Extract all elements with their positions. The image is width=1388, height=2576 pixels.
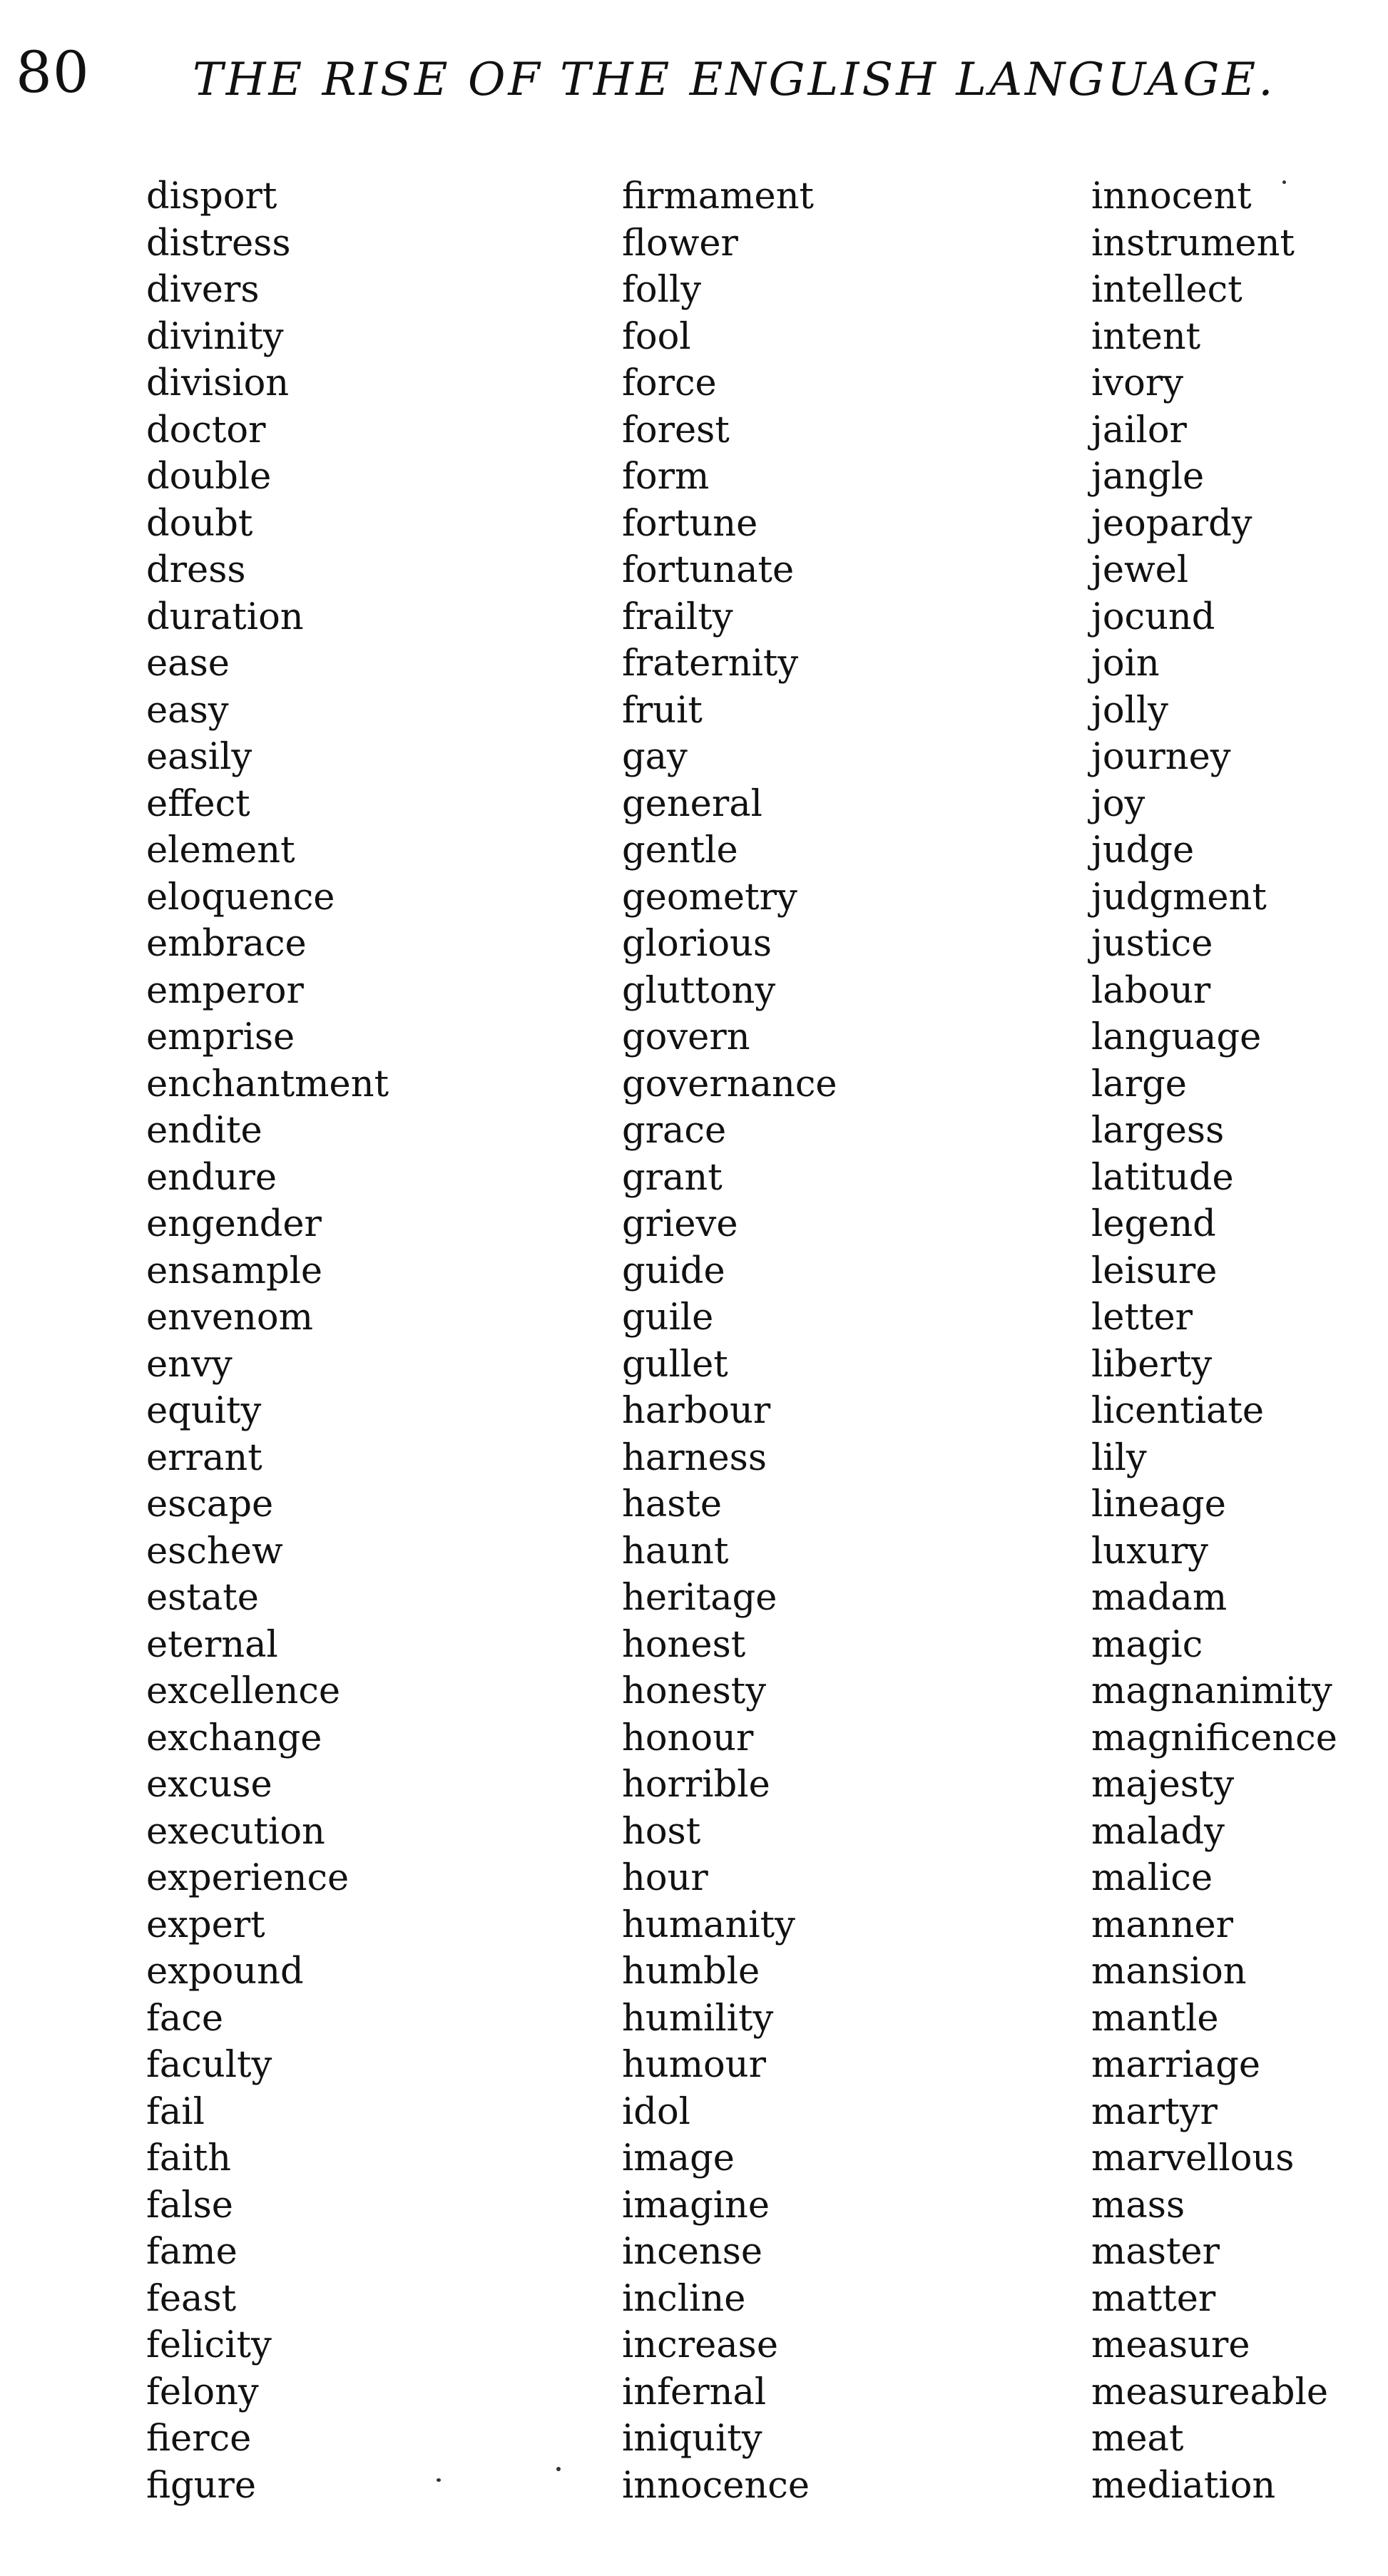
word-entry: gentle [622, 829, 738, 872]
word-entry: figure [146, 2464, 257, 2507]
word-entry: lily [1091, 1436, 1147, 1479]
word-entry: firmament [622, 175, 815, 218]
word-entry: malice [1091, 1857, 1213, 1899]
word-entry: licentiate [1091, 1390, 1265, 1432]
word-entry: haunt [622, 1530, 729, 1573]
word-entry: emperor [146, 969, 304, 1012]
word-entry: doubt [146, 502, 253, 545]
word-entry: felicity [146, 2324, 272, 2366]
word-entry: host [622, 1810, 701, 1853]
print-speck [437, 2478, 441, 2482]
word-entry: disport [146, 175, 277, 218]
word-entry: faculty [146, 2044, 272, 2086]
word-entry: hour [622, 1857, 708, 1899]
word-entry: justice [1091, 923, 1213, 965]
word-entry: manner [1091, 1903, 1234, 1946]
word-entry: envy [146, 1343, 233, 1386]
word-entry: judge [1091, 829, 1195, 872]
word-entry: gullet [622, 1343, 728, 1386]
word-entry: haste [622, 1483, 723, 1525]
word-entry: liberty [1091, 1343, 1213, 1386]
print-speck [556, 2467, 561, 2471]
word-entry: humanity [622, 1903, 795, 1946]
word-entry: fruit [622, 689, 703, 732]
word-entry: measure [1091, 2324, 1250, 2366]
word-entry: language [1091, 1016, 1262, 1058]
word-entry: divinity [146, 315, 284, 358]
word-entry: eschew [146, 1530, 283, 1573]
word-entry: lineage [1091, 1483, 1226, 1525]
word-entry: legend [1091, 1203, 1216, 1245]
word-entry: gay [622, 736, 688, 778]
word-entry: fierce [146, 2418, 252, 2460]
word-entry: false [146, 2184, 233, 2227]
word-entry: endure [146, 1156, 277, 1199]
word-entry: mantle [1091, 1997, 1219, 2040]
word-entry: marriage [1091, 2044, 1261, 2086]
word-entry: guile [622, 1297, 714, 1339]
word-entry: incline [622, 2277, 746, 2320]
word-entry: matter [1091, 2277, 1216, 2320]
word-entry: intellect [1091, 269, 1242, 311]
word-entry: envenom [146, 1297, 313, 1339]
word-entry: image [622, 2137, 735, 2179]
word-entry: face [146, 1997, 224, 2040]
word-entry: eloquence [146, 876, 335, 919]
word-entry: grieve [622, 1203, 738, 1245]
word-entry: ease [146, 643, 230, 685]
word-entry: errant [146, 1436, 262, 1479]
word-entry: heritage [622, 1577, 777, 1619]
word-entry: innocent [1091, 175, 1252, 218]
word-entry: endite [146, 1110, 262, 1152]
word-entry: dress [146, 549, 246, 591]
word-entry: easy [146, 689, 229, 732]
word-entry: meat [1091, 2418, 1184, 2460]
word-entry: folly [622, 269, 702, 311]
word-entry: instrument [1091, 222, 1295, 265]
word-entry: fail [146, 2090, 205, 2133]
word-entry: intent [1091, 315, 1201, 358]
word-column-1 [146, 173, 389, 2509]
word-entry: letter [1091, 1297, 1193, 1339]
word-entry: estate [146, 1577, 259, 1619]
word-entry: mass [1091, 2184, 1185, 2227]
word-entry: humility [622, 1997, 774, 2040]
word-entry: imagine [622, 2184, 770, 2227]
word-entry: grace [622, 1110, 727, 1152]
word-entry: iniquity [622, 2418, 762, 2460]
word-entry: mansion [1091, 1951, 1247, 1993]
word-entry: enchantment [146, 1063, 389, 1105]
word-entry: engender [146, 1203, 322, 1245]
word-entry: honest [622, 1623, 746, 1666]
word-entry: expound [146, 1951, 304, 1993]
word-entry: form [622, 456, 710, 498]
word-entry: exchange [146, 1717, 322, 1759]
word-entry: fortune [622, 502, 758, 545]
word-entry: double [146, 456, 272, 498]
word-entry: general [622, 782, 762, 825]
word-entry: harness [622, 1436, 767, 1479]
word-entry: infernal [622, 2371, 767, 2413]
word-entry: leisure [1091, 1249, 1218, 1292]
word-entry: harbour [622, 1390, 771, 1432]
word-entry: luxury [1091, 1530, 1208, 1573]
word-entry: divers [146, 269, 260, 311]
word-entry: frailty [622, 596, 733, 638]
word-entry: jewel [1091, 549, 1189, 591]
word-entry: feast [146, 2277, 237, 2320]
word-entry: ensample [146, 1249, 323, 1292]
word-entry: martyr [1091, 2090, 1218, 2133]
word-entry: force [622, 362, 717, 404]
word-entry: execution [146, 1810, 325, 1853]
word-entry: master [1091, 2231, 1220, 2273]
word-entry: idol [622, 2090, 690, 2133]
word-entry: equity [146, 1390, 262, 1432]
word-entry: gluttony [622, 969, 776, 1012]
word-entry: humble [622, 1951, 760, 1993]
running-title: THE RISE OF THE ENGLISH LANGUAGE. [193, 53, 1276, 106]
word-entry: magnanimity [1091, 1670, 1332, 1712]
word-entry: marvellous [1091, 2137, 1295, 2179]
print-speck [1282, 180, 1286, 184]
word-entry: faith [146, 2137, 231, 2179]
word-entry: jeopardy [1091, 502, 1252, 545]
word-entry: guide [622, 1249, 725, 1292]
word-entry: felony [146, 2371, 259, 2413]
word-entry: experience [146, 1857, 349, 1899]
word-entry: honesty [622, 1670, 767, 1712]
word-entry: glorious [622, 923, 772, 965]
word-entry: journey [1091, 736, 1231, 778]
word-entry: governance [622, 1063, 837, 1105]
word-entry: geometry [622, 876, 797, 919]
word-entry: forest [622, 409, 730, 451]
word-entry: jolly [1091, 689, 1168, 732]
word-entry: fortunate [622, 549, 795, 591]
word-entry: magic [1091, 1623, 1203, 1666]
word-entry: largess [1091, 1110, 1225, 1152]
word-entry: jocund [1091, 596, 1215, 638]
word-entry: magnificence [1091, 1717, 1337, 1759]
word-entry: majesty [1091, 1764, 1235, 1806]
word-entry: flower [622, 222, 738, 265]
word-entry: honour [622, 1717, 754, 1759]
word-entry: horrible [622, 1764, 770, 1806]
word-entry: eternal [146, 1623, 278, 1666]
word-column-3 [1091, 173, 1337, 2509]
word-entry: element [146, 829, 295, 872]
word-entry: fraternity [622, 643, 799, 685]
word-entry: join [1091, 643, 1160, 685]
word-entry: escape [146, 1483, 274, 1525]
word-entry: humour [622, 2044, 766, 2086]
word-entry: fame [146, 2231, 238, 2273]
word-entry: judgment [1091, 876, 1267, 919]
word-entry: large [1091, 1063, 1187, 1105]
word-entry: innocence [622, 2464, 810, 2507]
word-entry: fool [622, 315, 691, 358]
word-entry: increase [622, 2324, 779, 2366]
word-entry: ivory [1091, 362, 1184, 404]
word-entry: govern [622, 1016, 750, 1058]
word-entry: joy [1091, 782, 1145, 825]
word-entry: excuse [146, 1764, 272, 1806]
word-entry: measureable [1091, 2371, 1329, 2413]
word-entry: emprise [146, 1016, 295, 1058]
word-entry: expert [146, 1903, 265, 1946]
word-entry: incense [622, 2231, 763, 2273]
word-entry: labour [1091, 969, 1211, 1012]
word-entry: easily [146, 736, 252, 778]
word-entry: excellence [146, 1670, 341, 1712]
word-entry: jailor [1091, 409, 1187, 451]
word-entry: distress [146, 222, 291, 265]
word-entry: grant [622, 1156, 723, 1199]
page-number: 80 [16, 39, 90, 106]
word-entry: malady [1091, 1810, 1225, 1853]
word-entry: latitude [1091, 1156, 1234, 1199]
word-entry: embrace [146, 923, 307, 965]
word-entry: effect [146, 782, 250, 825]
word-entry: doctor [146, 409, 266, 451]
word-entry: madam [1091, 1577, 1228, 1619]
word-column-2 [622, 173, 837, 2509]
word-entry: jangle [1091, 456, 1205, 498]
word-entry: mediation [1091, 2464, 1276, 2507]
word-entry: duration [146, 596, 304, 638]
word-entry: division [146, 362, 290, 404]
